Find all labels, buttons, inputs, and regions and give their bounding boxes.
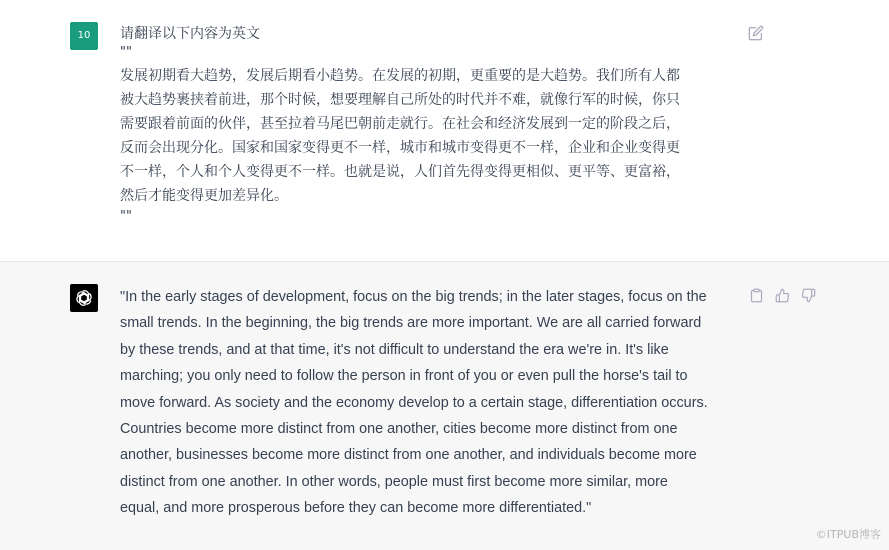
- assistant-line: distinct from one another. In other words, people must first become more similar, more: [120, 473, 668, 490]
- user-line: 需要跟着前面的伙伴，甚至拉着马尾巴朝前走就行。在社会和经济发展到一定的阶段之后，: [120, 116, 680, 132]
- watermark: ©ITPUB博客: [815, 528, 881, 541]
- thumbs-down-button[interactable]: [801, 288, 817, 304]
- edit-icon: [748, 25, 764, 41]
- assistant-line: another, businesses become more distinct from one another, and individuals become more: [120, 447, 697, 464]
- thumbs-up-button[interactable]: [775, 288, 791, 304]
- user-line: 然后才能变得更加差异化。: [120, 188, 288, 204]
- user-line: 反而会出现分化。国家和国家变得更不一样，城市和城市变得更不一样，企业和企业变得更: [120, 140, 680, 156]
- user-message-row: [0, 0, 889, 262]
- thumbs-up-icon: [775, 288, 790, 303]
- close-quote: "": [120, 209, 132, 224]
- assistant-line: move forward. As society and the economy develop to a certain stage, differentiation occurs.: [120, 394, 708, 411]
- assistant-line: equal, and more prosperous before they can become more differentiated.": [120, 500, 592, 517]
- openai-logo-icon: [74, 288, 94, 308]
- thumbs-down-icon: [801, 288, 816, 303]
- assistant-message-row: [0, 262, 889, 550]
- copy-button[interactable]: [749, 288, 765, 304]
- assistant-line: marching; you only need to follow the person in front of you or even pull the horse's tail to: [120, 368, 688, 385]
- user-line: 被大趋势裹挟着前进，那个时候，想要理解自己所处的时代并不难，就像行军的时候，你只: [120, 92, 680, 108]
- edit-button[interactable]: [748, 25, 766, 43]
- user-prompt: 请翻译以下内容为英文: [120, 26, 260, 42]
- user-avatar: 10: [70, 22, 98, 50]
- user-line: 不一样，个人和个人变得更不一样。也就是说，人们首先得变得更相似、更平等、更富裕，: [120, 164, 680, 180]
- open-quote: "": [120, 45, 132, 60]
- user-paragraph: [120, 64, 730, 208]
- assistant-avatar: [70, 284, 98, 312]
- user-line: 发展初期看大趋势，发展后期看小趋势。在发展的初期，更重要的是大趋势。我们所有人都: [120, 68, 680, 84]
- assistant-line: by these trends, and at that time, it's not difficult to understand the era we're in. It's like: [120, 341, 669, 358]
- user-message-text: [120, 22, 730, 224]
- assistant-line: "In the early stages of development, focus on the big trends; in the later stages, focus on the: [120, 289, 707, 305]
- clipboard-icon: [749, 288, 764, 303]
- assistant-line: Countries become more distinct from one another, cities become more distinct from one: [120, 421, 678, 438]
- assistant-message-text: [120, 284, 745, 522]
- assistant-line: small trends. In the beginning, the big trends are more important. We are all carried forward: [120, 315, 702, 332]
